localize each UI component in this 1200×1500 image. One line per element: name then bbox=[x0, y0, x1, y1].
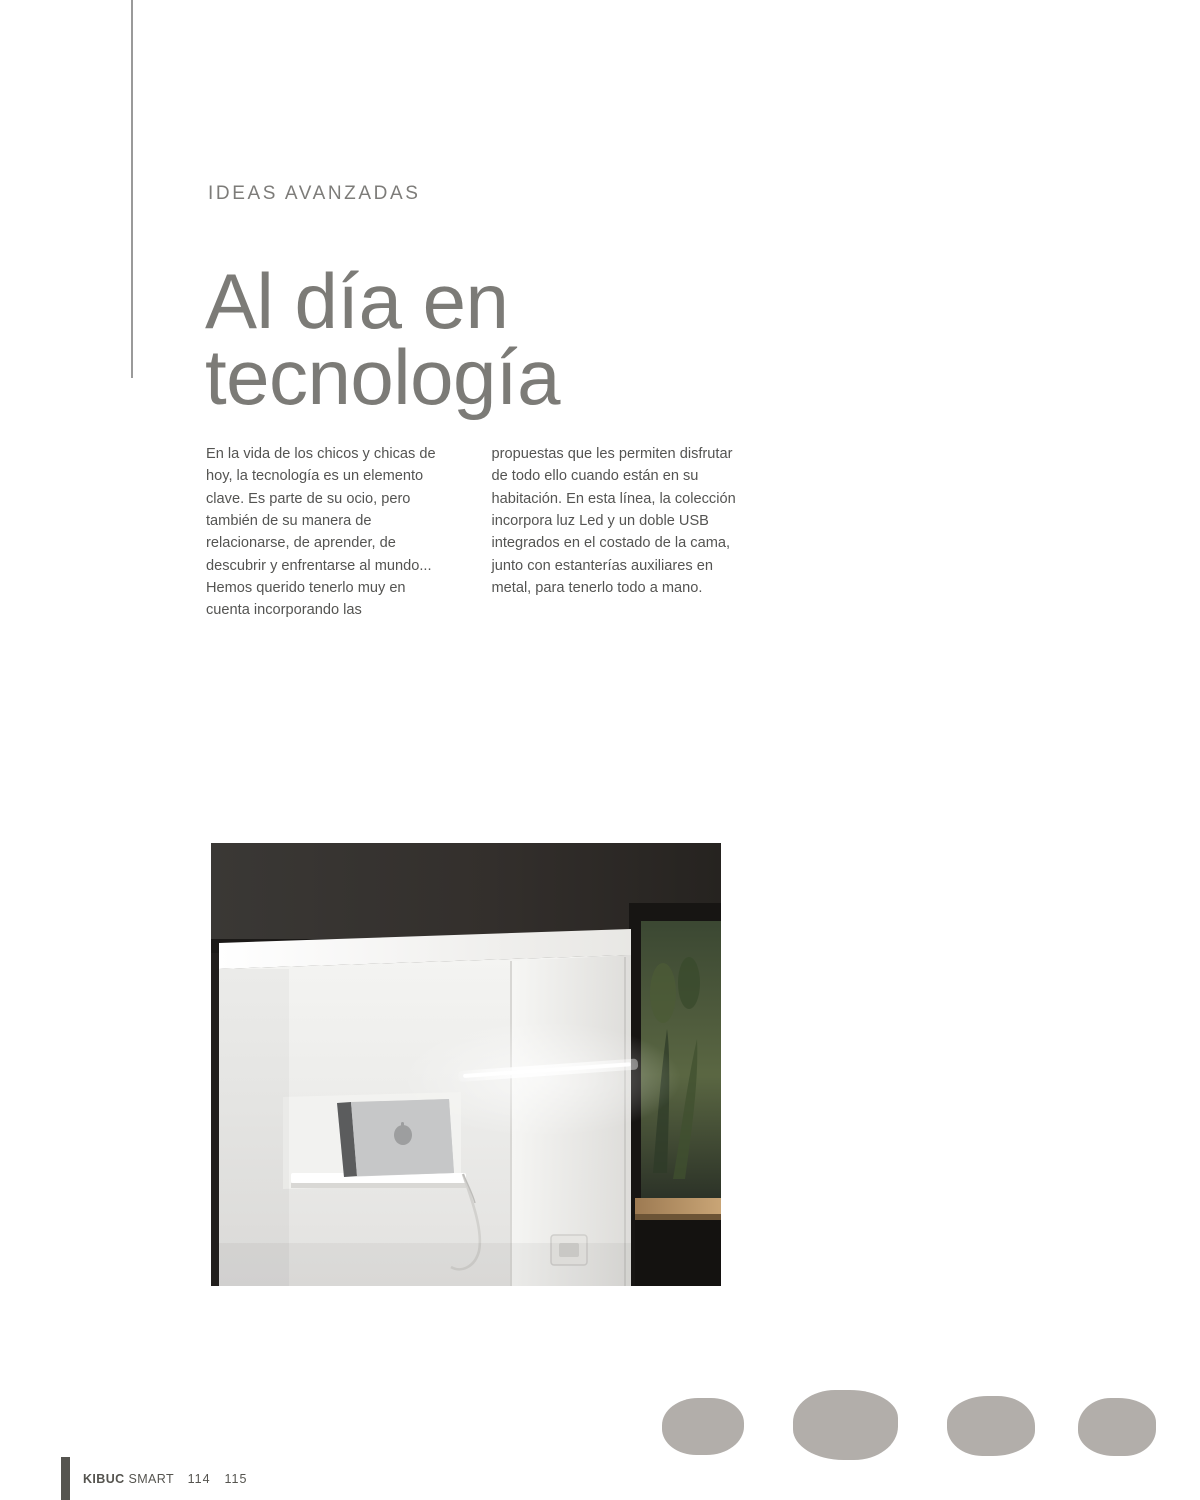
color-swatches bbox=[650, 1385, 1150, 1465]
page-title-line-2: tecnología bbox=[205, 332, 560, 421]
footer-page-left: 114 bbox=[187, 1472, 211, 1486]
footer-brand: KIBUC bbox=[83, 1472, 125, 1486]
body-column-right: propuestas que les permiten disfrutar de todo ello cuando están en su habitación. En esta línea, la colección incorpora luz Led y un doble USB integrados en el costado de la cama, junto con estanterías auxiliares en metal, para tenerlo todo a mano. bbox=[491, 446, 736, 596]
body-text bbox=[206, 443, 736, 622]
page-title bbox=[205, 257, 825, 421]
color-swatch-1 bbox=[662, 1398, 744, 1455]
bedroom-photo bbox=[211, 843, 721, 1286]
footer-page-right: 115 bbox=[224, 1472, 248, 1486]
color-swatch-4 bbox=[1078, 1398, 1156, 1456]
footer-accent-bar bbox=[61, 1457, 70, 1500]
section-eyebrow: IDEAS AVANZADAS bbox=[208, 183, 421, 204]
footer-collection: SMART bbox=[128, 1472, 174, 1486]
color-swatch-3 bbox=[947, 1396, 1035, 1456]
page-title-line-1: Al día en bbox=[205, 257, 509, 346]
header-vertical-rule bbox=[131, 0, 133, 378]
footer bbox=[83, 1472, 247, 1486]
color-swatch-2 bbox=[793, 1390, 898, 1460]
body-column-left: En la vida de los chicos y chicas de hoy, la tecnología es un elemento clave. Es parte de su ocio, pero también de su manera de relacionarse, de aprender, de descubrir y enfrentarse al mundo... Hemos querido tenerlo muy en cuenta incorporando las bbox=[206, 446, 436, 619]
